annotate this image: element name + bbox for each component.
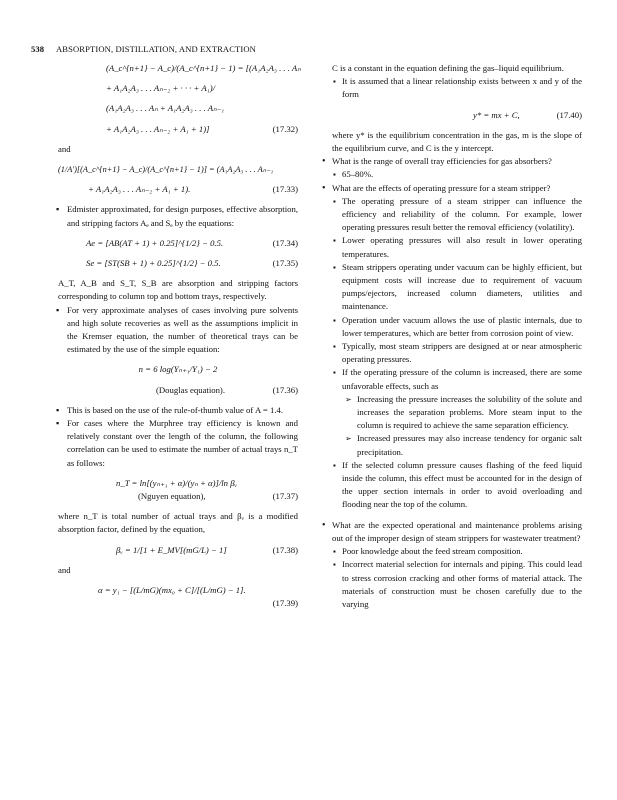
equation-17-32-line3: (A₁A₂A₃ . . . Aₙ + A₁A₂A₃ . . . Aₙ₋₁ bbox=[106, 103, 225, 114]
running-title: ABSORPTION, DISTILLATION, AND EXTRACTION bbox=[55, 44, 256, 54]
paragraph-factors: A_T, A_B and S_T, S_B are absorption and stripping factors corresponding to column top and bottom trays, respectively. bbox=[58, 278, 298, 302]
left-column bbox=[58, 62, 301, 610]
equation-17-37: n_T = ln[(yₙ₊₁ + α)/(yₙ + α)]/ln βᵥ bbox=[116, 477, 237, 488]
question-operating-pressure: • What are the effects of operating pressure for a steam stripper? bbox=[323, 182, 582, 195]
bullet-kremser: ▪ For very approximate analyses of cases involving pure solvents and high solute recoveries as well as the assumptions implicit in the Kremser equation, the number of theoretical trays can be estimated by the use of the simple equation: bbox=[58, 304, 298, 357]
conjunction-and: and bbox=[58, 143, 71, 154]
equation-17-35: Se = [ST(SB + 1) + 0.25]^{1/2} − 0.5. (17.35) bbox=[58, 257, 298, 270]
running-header bbox=[31, 44, 256, 54]
equation-17-36-label: (Douglas equation). (17.36) bbox=[58, 384, 298, 397]
paragraph-constant-c: C is a constant in the equation defining the gas–liquid equilibrium. bbox=[332, 63, 564, 73]
equation-17-39: α = y₁ − [(L/mG)(mx₀ + C]/[(L/mG) − 1]. bbox=[98, 584, 246, 595]
pressure-effect-item: ▪ Typically, most steam strippers are designed at or near atmospheric operating pressures. bbox=[333, 340, 582, 366]
equation-number: (17.35) bbox=[272, 257, 298, 268]
paragraph-where-y: where y* is the equilibrium concentration in the gas, m is the slope of the equilibrium curve, and C is the y intercept. bbox=[332, 129, 582, 153]
paragraph-where-nt: where n_T is total number of actual trays and βᵥ is a modified absorption factor, defined by the equation, bbox=[58, 511, 298, 535]
equation-17-36: n = 6 log(Yₙ₊₁/Y₁) − 2 bbox=[138, 364, 218, 375]
bullet-edmister: ▪ Edmister approximated, for design purposes, effective absorption, and stripping factors Aₑ and Sₑ by the equations: bbox=[58, 203, 298, 229]
pressure-effect-item: ▪ Lower operating pressures will also result in lower operating temperatures. bbox=[333, 234, 582, 260]
pressure-effect-item: ▪ The operating pressure of a steam stripper can influence the efficiency and reliability of the column. For example, lower operating pressures result better the removal efficiency (volatility). bbox=[333, 195, 582, 235]
equation-number: (17.33) bbox=[272, 184, 298, 195]
equation-number: (17.36) bbox=[272, 384, 298, 395]
equation-17-38: βᵥ = 1/[1 + E_MV[(mG/L) − 1] (17.38) bbox=[58, 544, 298, 557]
equation-number: (17.34) bbox=[272, 237, 298, 248]
conjunction-and: and bbox=[58, 564, 71, 575]
answer-tray-efficiency: ▪ 65–80%. bbox=[333, 168, 582, 181]
equation-17-32-line4: + A₁A₂A₃ . . . Aₙ₋₂ + A₁ + 1)] (17.32) bbox=[58, 123, 298, 136]
pressure-effect-item: ▪ If the operating pressure of the column is increased, there are some unfavorable effects, such as bbox=[333, 366, 582, 392]
problem-item: ▪ Incorrect material selection for internals and piping. This could lead to stress corrosion cracking and other forms of material attack. The materials of construction must be chosen carefully due to the varying bbox=[333, 558, 582, 611]
pressure-effect-item: ▪ Operation under vacuum allows the use of plastic internals, due to lower temperatures, which are better from corrosion point of view. bbox=[333, 314, 582, 340]
equation-17-32-line2: + A₁A₂A₃ . . . Aₙ₋₂ + · · · + A₁)/ bbox=[106, 83, 216, 94]
equation-17-34: Ae = [AB(AT + 1) + 0.25]^{1/2} − 0.5. (17.34) bbox=[58, 237, 298, 250]
equation-17-33-line2: + A₁A₂A₃ . . . Aₙ₋₂ + A₁ + 1). (17.33) bbox=[58, 183, 298, 196]
right-column bbox=[323, 62, 582, 611]
pressure-effect-item: ▪ If the selected column pressure causes flashing of the feed liquid inside the column, this effect must be accounted for in the design of the upper section internals in order to avoid overloading and flooding near the top of the column. bbox=[333, 459, 582, 512]
equation-17-37-label: (Nguyen equation), (17.37) bbox=[58, 490, 298, 503]
sub-bullet-item: ➢ Increasing the pressure increases the solubility of the solute and increases the separation problems. More steam input to the column is required to achieve the same separation efficiency. bbox=[345, 393, 582, 433]
equation-number: (17.32) bbox=[272, 123, 298, 134]
equation-number: (17.38) bbox=[272, 544, 298, 555]
equation-17-39-number: (17.39) bbox=[272, 598, 298, 609]
question-tray-efficiency: • What is the range of overall tray efficiencies for gas absorbers? bbox=[323, 155, 582, 168]
bullet-linear-relationship: ▪ It is assumed that a linear relationship exists between x and y of the form bbox=[333, 75, 582, 101]
page-number: 538 bbox=[31, 44, 45, 54]
equation-number: (17.40) bbox=[556, 109, 582, 120]
equation-number: (17.37) bbox=[272, 490, 298, 501]
equation-17-32-line1: (A_c^{n+1} − A_c)/(A_c^{n+1} − 1) = [(A₁A₂A₃ . . . Aₙ bbox=[106, 63, 301, 73]
equation-17-33-line1: (1/A′)[(A_c^{n+1} − A_c)/(A_c^{n+1} − 1)] = (A₁A₂A₃ . . . Aₙ₋₁ bbox=[58, 164, 274, 174]
sub-bullet-item: ➢ Increased pressures may also increase tendency for organic salt precipitation. bbox=[345, 432, 582, 458]
question-maintenance-problems: • What are the expected operational and maintenance problems arising out of the improper design of steam strippers for wastewater treatment? bbox=[323, 519, 582, 545]
pressure-effect-item: ▪ Steam strippers operating under vacuum can be highly efficient, but equipment costs will increase due to requirement of vacuum pumps/ejectors, increased column diameters, utilities and maintenance. bbox=[333, 261, 582, 314]
problem-item: ▪ Poor knowledge about the feed stream composition. bbox=[333, 545, 582, 558]
equation-17-40: y* = mx + C, (17.40) bbox=[323, 109, 582, 122]
bullet-rule-of-thumb: ▪ This is based on the use of the rule-of-thumb value of A = 1.4. bbox=[58, 404, 298, 417]
bullet-murphree: ▪ For cases where the Murphree tray efficiency is known and relatively constant over the length of the column, the following correlation can be used to estimate the number of actual trays n_T as follows: bbox=[58, 417, 298, 470]
